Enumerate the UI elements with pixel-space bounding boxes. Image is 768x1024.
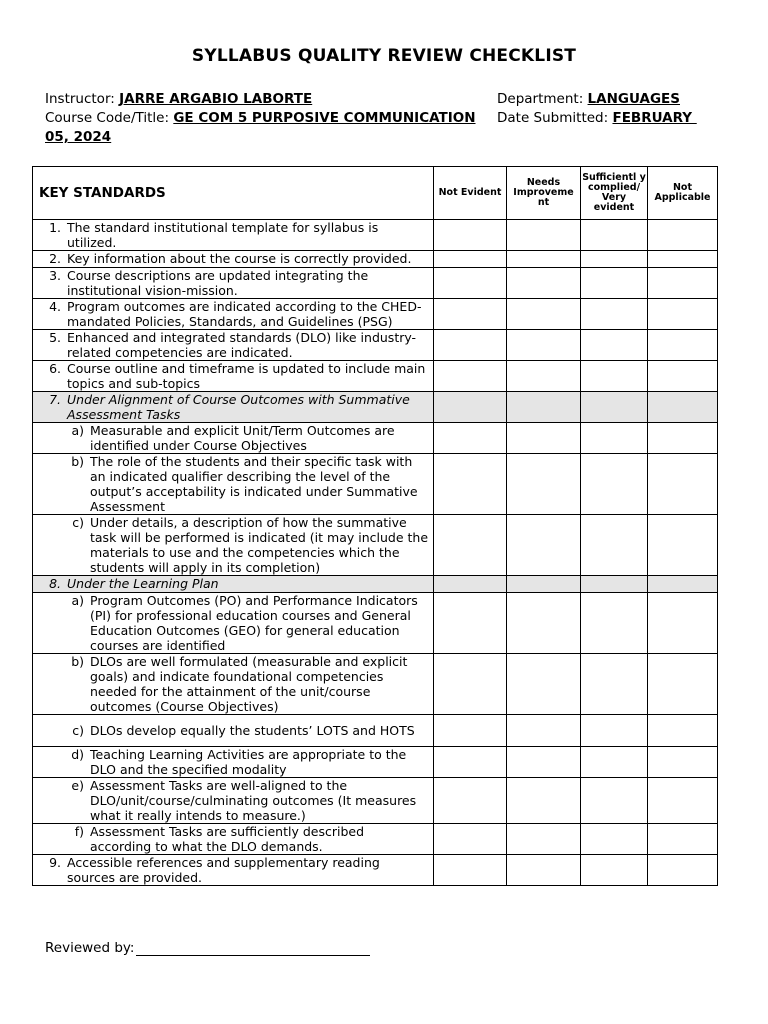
- checkbox-cell[interactable]: [507, 330, 581, 361]
- department-line: [497, 91, 680, 107]
- checkbox-cell[interactable]: [507, 299, 581, 330]
- instructor-label: Instructor:: [45, 91, 115, 107]
- checkbox-cell[interactable]: [648, 593, 718, 654]
- checkbox-cell[interactable]: [581, 855, 648, 886]
- row-text: Measurable and explicit Unit/Term Outcomes are identified under Course Objectives: [90, 423, 395, 453]
- table-row: [33, 268, 718, 299]
- row-number: 3.: [49, 268, 61, 283]
- checklist-table: [32, 166, 718, 886]
- checkbox-cell[interactable]: [581, 423, 648, 454]
- header-needs-improvement: Needs Improveme nt: [507, 167, 581, 220]
- checkbox-cell[interactable]: [648, 855, 718, 886]
- row-number: 9.: [49, 855, 61, 870]
- checkbox-cell[interactable]: [434, 654, 507, 715]
- table-row: [33, 654, 718, 715]
- checkbox-cell[interactable]: [434, 715, 507, 747]
- table-row: [33, 423, 718, 454]
- date-continuation: [45, 129, 111, 145]
- table-row: [33, 220, 718, 251]
- checkbox-cell[interactable]: [648, 654, 718, 715]
- header-not-evident: Not Evident: [434, 167, 507, 220]
- row-text: Under details, a description of how the summative task will be performed is indicated (it may include the materials to use and the competencies which the students will apply in its completion): [90, 515, 429, 575]
- checkbox-cell[interactable]: [434, 824, 507, 855]
- row-text: Program outcomes are indicated according to the CHED-mandated Policies, Standards, and Guidelines (PSG): [67, 299, 422, 329]
- row-text: Accessible references and supplementary reading sources are provided.: [67, 855, 380, 885]
- reviewed-by: [45, 940, 370, 956]
- checkbox-cell[interactable]: [581, 824, 648, 855]
- checkbox-cell: [581, 392, 648, 423]
- table-header-row: [33, 167, 718, 220]
- checkbox-cell[interactable]: [648, 747, 718, 778]
- section-heading: Under the Learning Plan: [67, 576, 219, 591]
- checkbox-cell[interactable]: [434, 268, 507, 299]
- checkbox-cell[interactable]: [581, 593, 648, 654]
- checkbox-cell[interactable]: [648, 778, 718, 824]
- checkbox-cell[interactable]: [507, 454, 581, 515]
- checkbox-cell[interactable]: [648, 515, 718, 576]
- checkbox-cell: [581, 576, 648, 593]
- checkbox-cell: [434, 576, 507, 593]
- checkbox-cell[interactable]: [507, 515, 581, 576]
- checkbox-cell[interactable]: [507, 593, 581, 654]
- checkbox-cell[interactable]: [581, 778, 648, 824]
- row-number: 6.: [49, 361, 61, 376]
- checkbox-cell[interactable]: [507, 220, 581, 251]
- checkbox-cell[interactable]: [434, 423, 507, 454]
- table-row: [33, 824, 718, 855]
- row-number: 7.: [49, 392, 61, 407]
- checkbox-cell[interactable]: [434, 747, 507, 778]
- row-text: Enhanced and integrated standards (DLO) like industry-related competencies are indicated.: [67, 330, 417, 360]
- checkbox-cell[interactable]: [434, 454, 507, 515]
- checkbox-cell[interactable]: [581, 654, 648, 715]
- checkbox-cell: [434, 392, 507, 423]
- department-value: LANGUAGES: [587, 91, 680, 107]
- table-row: [33, 747, 718, 778]
- checkbox-cell[interactable]: [581, 268, 648, 299]
- row-letter: e): [71, 778, 84, 793]
- date-value-part1: FEBRUARY: [612, 110, 697, 126]
- checkbox-cell[interactable]: [581, 251, 648, 268]
- checkbox-cell: [648, 576, 718, 593]
- row-text: DLOs develop equally the students’ LOTS and HOTS: [90, 723, 415, 738]
- section-heading: Under Alignment of Course Outcomes with Summative Assessment Tasks: [67, 392, 410, 422]
- checkbox-cell[interactable]: [507, 855, 581, 886]
- checkbox-cell[interactable]: [648, 251, 718, 268]
- row-text: Assessment Tasks are well-aligned to the DLO/unit/course/culminating outcomes (It measures what it really intends to measure.): [90, 778, 417, 823]
- checkbox-cell[interactable]: [581, 299, 648, 330]
- checkbox-cell[interactable]: [581, 747, 648, 778]
- table-row: [33, 361, 718, 392]
- row-letter: b): [71, 454, 84, 469]
- checkbox-cell[interactable]: [507, 423, 581, 454]
- checkbox-cell: [507, 576, 581, 593]
- header-sufficiently-complied: Sufficientl y complied/ Very evident: [581, 167, 648, 220]
- row-letter: f): [74, 824, 84, 839]
- course-line: [45, 110, 476, 126]
- row-letter: d): [71, 747, 84, 762]
- checkbox-cell[interactable]: [507, 747, 581, 778]
- course-label: Course Code/Title:: [45, 110, 170, 126]
- row-letter: c): [72, 515, 84, 530]
- checkbox-cell[interactable]: [434, 515, 507, 576]
- date-value-part2: 05, 2024: [45, 129, 112, 145]
- row-number: 4.: [49, 299, 61, 314]
- table-row: [33, 330, 718, 361]
- instructor-value: JARRE ARGABIO LABORTE: [119, 91, 313, 107]
- checkbox-cell[interactable]: [648, 361, 718, 392]
- row-text: DLOs are well formulated (measurable and explicit goals) and indicate foundational competencies needed for the attainment of the unit/course outcomes (Course Objectives): [90, 654, 408, 714]
- checkbox-cell[interactable]: [434, 855, 507, 886]
- checkbox-cell[interactable]: [648, 299, 718, 330]
- document-title: SYLLABUS QUALITY REVIEW CHECKLIST: [191, 46, 577, 66]
- checkbox-cell[interactable]: [434, 330, 507, 361]
- row-number: 2.: [49, 251, 61, 266]
- checkbox-cell[interactable]: [507, 251, 581, 268]
- checkbox-cell[interactable]: [581, 454, 648, 515]
- checkbox-cell[interactable]: [581, 715, 648, 747]
- checkbox-cell[interactable]: [648, 454, 718, 515]
- checkbox-cell[interactable]: [648, 220, 718, 251]
- table-row: [33, 778, 718, 824]
- table-row: [33, 515, 718, 576]
- signature-line[interactable]: [136, 941, 370, 956]
- reviewed-by-label: Reviewed by:: [45, 940, 135, 956]
- row-text: Teaching Learning Activities are appropriate to the DLO and the specified modality: [90, 747, 407, 777]
- row-letter: a): [71, 423, 84, 438]
- checkbox-cell[interactable]: [434, 220, 507, 251]
- row-number: 1.: [49, 220, 61, 235]
- row-text: Key information about the course is correctly provided.: [67, 251, 412, 266]
- row-letter: a): [71, 593, 84, 608]
- checkbox-cell[interactable]: [581, 361, 648, 392]
- row-text: Course descriptions are updated integrating the institutional vision-mission.: [67, 268, 369, 298]
- row-number: 5.: [49, 330, 61, 345]
- table-row: [33, 299, 718, 330]
- checkbox-cell[interactable]: [434, 299, 507, 330]
- row-text: Assessment Tasks are sufficiently described according to what the DLO demands.: [90, 824, 365, 854]
- table-row: [33, 715, 718, 747]
- checkbox-cell[interactable]: [507, 715, 581, 747]
- checkbox-cell[interactable]: [648, 423, 718, 454]
- checkbox-cell[interactable]: [581, 220, 648, 251]
- checkbox-cell: [507, 392, 581, 423]
- table-row: [33, 251, 718, 268]
- checkbox-cell[interactable]: [648, 268, 718, 299]
- header-key-standards: KEY STANDARDS: [33, 167, 434, 220]
- table-row: [33, 855, 718, 886]
- row-letter: b): [71, 654, 84, 669]
- row-text: Course outline and timeframe is updated to include main topics and sub-topics: [67, 361, 426, 391]
- checkbox-cell[interactable]: [648, 330, 718, 361]
- checkbox-cell[interactable]: [648, 824, 718, 855]
- checkbox-cell[interactable]: [507, 268, 581, 299]
- table-row: [33, 454, 718, 515]
- checkbox-cell[interactable]: [434, 778, 507, 824]
- checkbox-cell[interactable]: [581, 515, 648, 576]
- checkbox-cell[interactable]: [581, 330, 648, 361]
- header-not-applicable: Not Applicable: [648, 167, 718, 220]
- row-text: Program Outcomes (PO) and Performance Indicators (PI) for professional education courses and General Education Outcomes (GEO) for general education courses are identified: [90, 593, 418, 653]
- date-label: Date Submitted:: [497, 110, 609, 126]
- row-number: 8.: [49, 576, 61, 591]
- instructor-line: [45, 91, 312, 107]
- date-line: [497, 110, 697, 126]
- checkbox-cell[interactable]: [434, 361, 507, 392]
- table-row: [33, 593, 718, 654]
- section-row: [33, 392, 718, 423]
- checkbox-cell: [648, 392, 718, 423]
- checkbox-cell[interactable]: [434, 251, 507, 268]
- checkbox-cell[interactable]: [507, 361, 581, 392]
- checkbox-cell[interactable]: [648, 715, 718, 747]
- checkbox-cell[interactable]: [434, 593, 507, 654]
- section-row: [33, 576, 718, 593]
- department-label: Department:: [497, 91, 584, 107]
- checkbox-cell[interactable]: [507, 824, 581, 855]
- row-letter: c): [72, 723, 84, 738]
- row-text: The role of the students and their specific task with an indicated qualifier describing the level of the output’s acceptability is indicated under Summative Assessment: [90, 454, 418, 514]
- row-text: The standard institutional template for syllabus is utilized.: [67, 220, 379, 250]
- checkbox-cell[interactable]: [507, 778, 581, 824]
- checkbox-cell[interactable]: [507, 654, 581, 715]
- course-value: GE COM 5 PURPOSIVE COMMUNICATION: [173, 110, 476, 126]
